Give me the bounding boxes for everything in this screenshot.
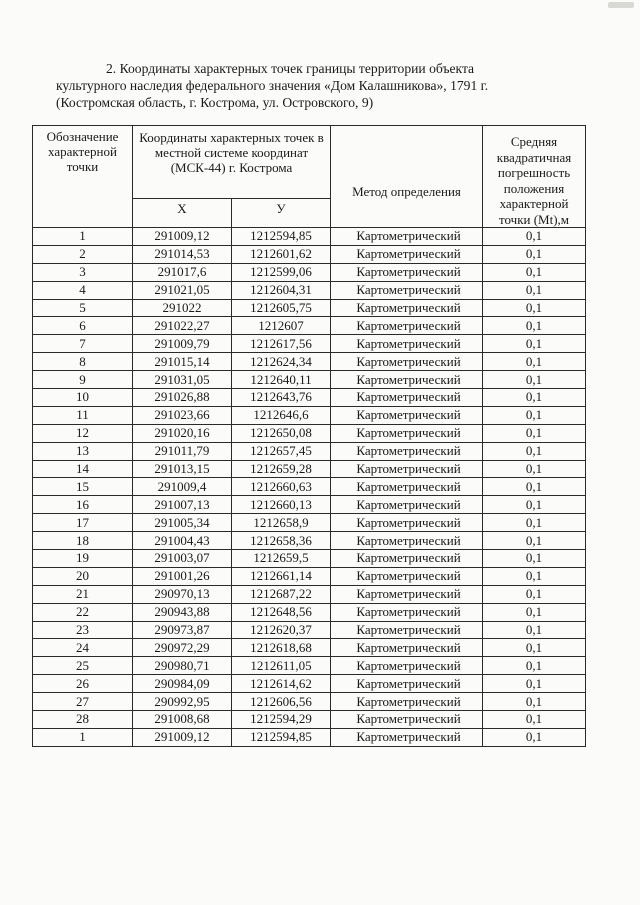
error-cell: 0,1 bbox=[483, 550, 586, 568]
point-number-cell: 3 bbox=[33, 263, 133, 281]
point-number-cell: 10 bbox=[33, 389, 133, 407]
header-coordinates: Координаты характерных точек в местной системе координат (МСК-44) г. Кострома bbox=[133, 126, 331, 199]
method-cell: Картометрический bbox=[331, 496, 483, 514]
y-coordinate-cell: 1212601,62 bbox=[232, 245, 331, 263]
x-coordinate-cell: 291022 bbox=[133, 299, 232, 317]
x-coordinate-cell: 291008,68 bbox=[133, 711, 232, 729]
table-row bbox=[33, 263, 586, 281]
y-coordinate-cell: 1212594,29 bbox=[232, 711, 331, 729]
x-coordinate-cell: 291003,07 bbox=[133, 550, 232, 568]
y-coordinate-cell: 1212660,63 bbox=[232, 478, 331, 496]
table-row bbox=[33, 442, 586, 460]
y-coordinate-cell: 1212606,56 bbox=[232, 693, 331, 711]
method-cell: Картометрический bbox=[331, 317, 483, 335]
point-number-cell: 12 bbox=[33, 424, 133, 442]
y-coordinate-cell: 1212617,56 bbox=[232, 335, 331, 353]
point-number-cell: 1 bbox=[33, 728, 133, 746]
x-coordinate-cell: 291031,05 bbox=[133, 371, 232, 389]
error-cell: 0,1 bbox=[483, 711, 586, 729]
error-cell: 0,1 bbox=[483, 567, 586, 585]
error-cell: 0,1 bbox=[483, 335, 586, 353]
y-coordinate-cell: 1212643,76 bbox=[232, 389, 331, 407]
y-coordinate-cell: 1212659,28 bbox=[232, 460, 331, 478]
error-cell: 0,1 bbox=[483, 245, 586, 263]
y-coordinate-cell: 1212611,05 bbox=[232, 657, 331, 675]
point-number-cell: 24 bbox=[33, 639, 133, 657]
error-cell: 0,1 bbox=[483, 639, 586, 657]
point-number-cell: 8 bbox=[33, 353, 133, 371]
point-number-cell: 4 bbox=[33, 281, 133, 299]
table-row bbox=[33, 406, 586, 424]
table-row bbox=[33, 639, 586, 657]
method-cell: Картометрический bbox=[331, 532, 483, 550]
method-cell: Картометрический bbox=[331, 675, 483, 693]
header-point-name: Обозначение характерной точки bbox=[33, 126, 133, 228]
x-coordinate-cell: 291023,66 bbox=[133, 406, 232, 424]
error-cell: 0,1 bbox=[483, 514, 586, 532]
table-row bbox=[33, 532, 586, 550]
point-number-cell: 15 bbox=[33, 478, 133, 496]
x-coordinate-cell: 291009,4 bbox=[133, 478, 232, 496]
method-cell: Картометрический bbox=[331, 711, 483, 729]
x-coordinate-cell: 290970,13 bbox=[133, 585, 232, 603]
error-cell: 0,1 bbox=[483, 406, 586, 424]
method-cell: Картометрический bbox=[331, 371, 483, 389]
table-row bbox=[33, 245, 586, 263]
x-coordinate-cell: 291005,34 bbox=[133, 514, 232, 532]
error-cell: 0,1 bbox=[483, 299, 586, 317]
y-coordinate-cell: 1212607 bbox=[232, 317, 331, 335]
x-coordinate-cell: 291015,14 bbox=[133, 353, 232, 371]
method-cell: Картометрический bbox=[331, 299, 483, 317]
point-number-cell: 26 bbox=[33, 675, 133, 693]
error-cell: 0,1 bbox=[483, 460, 586, 478]
method-cell: Картометрический bbox=[331, 442, 483, 460]
table-row bbox=[33, 317, 586, 335]
table-row bbox=[33, 496, 586, 514]
y-coordinate-cell: 1212659,5 bbox=[232, 550, 331, 568]
point-number-cell: 11 bbox=[33, 406, 133, 424]
x-coordinate-cell: 291021,05 bbox=[133, 281, 232, 299]
x-coordinate-cell: 291022,27 bbox=[133, 317, 232, 335]
heading-line-1: 2. Координаты характерных точек границы территории объекта bbox=[106, 61, 475, 76]
x-coordinate-cell: 290992,95 bbox=[133, 693, 232, 711]
error-cell: 0,1 bbox=[483, 281, 586, 299]
point-number-cell: 27 bbox=[33, 693, 133, 711]
y-coordinate-cell: 1212687,22 bbox=[232, 585, 331, 603]
table-row bbox=[33, 621, 586, 639]
method-cell: Картометрический bbox=[331, 406, 483, 424]
point-number-cell: 13 bbox=[33, 442, 133, 460]
y-coordinate-cell: 1212640,11 bbox=[232, 371, 331, 389]
point-number-cell: 22 bbox=[33, 603, 133, 621]
point-number-cell: 23 bbox=[33, 621, 133, 639]
header-method: Метод определения bbox=[331, 126, 483, 228]
y-coordinate-cell: 1212599,06 bbox=[232, 263, 331, 281]
table-row bbox=[33, 281, 586, 299]
table-row bbox=[33, 567, 586, 585]
point-number-cell: 16 bbox=[33, 496, 133, 514]
point-number-cell: 17 bbox=[33, 514, 133, 532]
y-coordinate-cell: 1212658,36 bbox=[232, 532, 331, 550]
error-cell: 0,1 bbox=[483, 693, 586, 711]
coordinates-table bbox=[32, 125, 586, 747]
error-cell: 0,1 bbox=[483, 657, 586, 675]
point-number-cell: 9 bbox=[33, 371, 133, 389]
error-cell: 0,1 bbox=[483, 585, 586, 603]
error-cell: 0,1 bbox=[483, 424, 586, 442]
y-coordinate-cell: 1212660,13 bbox=[232, 496, 331, 514]
method-cell: Картометрический bbox=[331, 460, 483, 478]
method-cell: Картометрический bbox=[331, 245, 483, 263]
method-cell: Картометрический bbox=[331, 567, 483, 585]
x-coordinate-cell: 291020,16 bbox=[133, 424, 232, 442]
x-coordinate-cell: 291009,12 bbox=[133, 228, 232, 246]
y-coordinate-cell: 1212594,85 bbox=[232, 728, 331, 746]
y-coordinate-cell: 1212657,45 bbox=[232, 442, 331, 460]
table-row bbox=[33, 353, 586, 371]
x-coordinate-cell: 291026,88 bbox=[133, 389, 232, 407]
method-cell: Картометрический bbox=[331, 621, 483, 639]
y-coordinate-cell: 1212604,31 bbox=[232, 281, 331, 299]
point-number-cell: 18 bbox=[33, 532, 133, 550]
error-cell: 0,1 bbox=[483, 228, 586, 246]
table-row bbox=[33, 728, 586, 746]
method-cell: Картометрический bbox=[331, 603, 483, 621]
method-cell: Картометрический bbox=[331, 639, 483, 657]
table-row bbox=[33, 675, 586, 693]
table-row bbox=[33, 335, 586, 353]
x-coordinate-cell: 290984,09 bbox=[133, 675, 232, 693]
error-cell: 0,1 bbox=[483, 478, 586, 496]
table-row bbox=[33, 693, 586, 711]
method-cell: Картометрический bbox=[331, 353, 483, 371]
x-coordinate-cell: 290980,71 bbox=[133, 657, 232, 675]
y-coordinate-cell: 1212646,6 bbox=[232, 406, 331, 424]
table-row bbox=[33, 657, 586, 675]
point-number-cell: 14 bbox=[33, 460, 133, 478]
x-coordinate-cell: 291013,15 bbox=[133, 460, 232, 478]
y-coordinate-cell: 1212614,62 bbox=[232, 675, 331, 693]
method-cell: Картометрический bbox=[331, 263, 483, 281]
point-number-cell: 2 bbox=[33, 245, 133, 263]
table-row bbox=[33, 514, 586, 532]
point-number-cell: 20 bbox=[33, 567, 133, 585]
method-cell: Картометрический bbox=[331, 728, 483, 746]
table-row bbox=[33, 371, 586, 389]
table-row bbox=[33, 299, 586, 317]
x-coordinate-cell: 291007,13 bbox=[133, 496, 232, 514]
y-coordinate-cell: 1212648,56 bbox=[232, 603, 331, 621]
table-row bbox=[33, 460, 586, 478]
x-coordinate-cell: 291014,53 bbox=[133, 245, 232, 263]
error-cell: 0,1 bbox=[483, 442, 586, 460]
table-row bbox=[33, 424, 586, 442]
x-coordinate-cell: 291009,12 bbox=[133, 728, 232, 746]
method-cell: Картометрический bbox=[331, 585, 483, 603]
y-coordinate-cell: 1212650,08 bbox=[232, 424, 331, 442]
error-cell: 0,1 bbox=[483, 371, 586, 389]
table-row bbox=[33, 585, 586, 603]
error-cell: 0,1 bbox=[483, 603, 586, 621]
error-cell: 0,1 bbox=[483, 389, 586, 407]
y-coordinate-cell: 1212658,9 bbox=[232, 514, 331, 532]
method-cell: Картометрический bbox=[331, 335, 483, 353]
scan-mark bbox=[608, 2, 634, 8]
point-number-cell: 19 bbox=[33, 550, 133, 568]
point-number-cell: 21 bbox=[33, 585, 133, 603]
y-coordinate-cell: 1212624,34 bbox=[232, 353, 331, 371]
header-x: Х bbox=[133, 199, 232, 228]
y-coordinate-cell: 1212594,85 bbox=[232, 228, 331, 246]
point-number-cell: 1 bbox=[33, 228, 133, 246]
x-coordinate-cell: 291011,79 bbox=[133, 442, 232, 460]
method-cell: Картометрический bbox=[331, 514, 483, 532]
point-number-cell: 7 bbox=[33, 335, 133, 353]
header-error: Средняя квадратичная погрешность положения характерной точки (Mt),м bbox=[483, 126, 586, 228]
table-row bbox=[33, 603, 586, 621]
x-coordinate-cell: 290943,88 bbox=[133, 603, 232, 621]
method-cell: Картометрический bbox=[331, 478, 483, 496]
table-row bbox=[33, 711, 586, 729]
table-row bbox=[33, 389, 586, 407]
x-coordinate-cell: 291001,26 bbox=[133, 567, 232, 585]
x-coordinate-cell: 291017,6 bbox=[133, 263, 232, 281]
error-cell: 0,1 bbox=[483, 532, 586, 550]
point-number-cell: 28 bbox=[33, 711, 133, 729]
method-cell: Картометрический bbox=[331, 693, 483, 711]
table-row bbox=[33, 478, 586, 496]
header-y: У bbox=[232, 199, 331, 228]
method-cell: Картометрический bbox=[331, 424, 483, 442]
error-cell: 0,1 bbox=[483, 728, 586, 746]
heading-line-2: культурного наследия федерального значения «Дом Калашникова», 1791 г. bbox=[56, 78, 489, 93]
x-coordinate-cell: 291004,43 bbox=[133, 532, 232, 550]
x-coordinate-cell: 290973,87 bbox=[133, 621, 232, 639]
table-row bbox=[33, 228, 586, 246]
error-cell: 0,1 bbox=[483, 496, 586, 514]
method-cell: Картометрический bbox=[331, 281, 483, 299]
x-coordinate-cell: 291009,79 bbox=[133, 335, 232, 353]
heading-line-3: (Костромская область, г. Кострома, ул. Островского, 9) bbox=[56, 95, 374, 110]
point-number-cell: 25 bbox=[33, 657, 133, 675]
method-cell: Картометрический bbox=[331, 657, 483, 675]
document-heading bbox=[56, 60, 548, 111]
error-cell: 0,1 bbox=[483, 621, 586, 639]
y-coordinate-cell: 1212618,68 bbox=[232, 639, 331, 657]
point-number-cell: 6 bbox=[33, 317, 133, 335]
error-cell: 0,1 bbox=[483, 317, 586, 335]
method-cell: Картометрический bbox=[331, 389, 483, 407]
table-body bbox=[33, 228, 586, 747]
error-cell: 0,1 bbox=[483, 353, 586, 371]
error-cell: 0,1 bbox=[483, 675, 586, 693]
x-coordinate-cell: 290972,29 bbox=[133, 639, 232, 657]
point-number-cell: 5 bbox=[33, 299, 133, 317]
y-coordinate-cell: 1212605,75 bbox=[232, 299, 331, 317]
method-cell: Картометрический bbox=[331, 550, 483, 568]
y-coordinate-cell: 1212661,14 bbox=[232, 567, 331, 585]
y-coordinate-cell: 1212620,37 bbox=[232, 621, 331, 639]
method-cell: Картометрический bbox=[331, 228, 483, 246]
error-cell: 0,1 bbox=[483, 263, 586, 281]
table-row bbox=[33, 550, 586, 568]
